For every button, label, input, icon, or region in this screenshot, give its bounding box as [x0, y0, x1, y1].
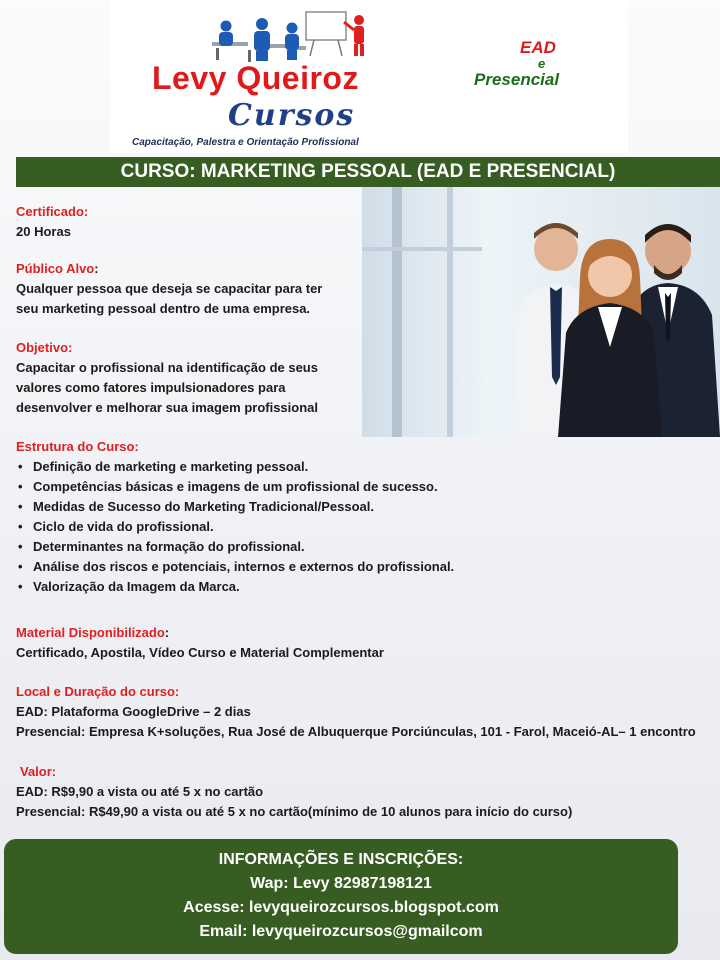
estrutura-list [16, 457, 454, 597]
list-item: • Determinantes na formação do profissional. [16, 537, 454, 557]
section-estrutura [16, 437, 454, 597]
mode-presencial-label: Presencial [474, 70, 560, 89]
brand-tagline: Capacitação, Palestra e Orientação Profissional [132, 137, 359, 148]
brand-subtitle: Cursos [228, 98, 356, 133]
objetivo-line: valores como fatores impulsionadores para [16, 380, 286, 395]
objetivo-heading: Objetivo: [16, 340, 73, 355]
publico-line: Qualquer pessoa que deseja se capacitar para ter [16, 281, 323, 296]
info-box [4, 839, 678, 954]
material-heading-colon: : [164, 625, 170, 640]
material-heading-line [16, 623, 384, 643]
certificado-text: 20 Horas [16, 224, 71, 239]
material-heading: Material Disponibilizado [16, 625, 165, 640]
info-heading: INFORMAÇÕES E INSCRIÇÕES: [218, 851, 464, 868]
logo-header [110, 0, 628, 153]
objetivo-line: Capacitar o profissional na identificação de seus [16, 360, 318, 375]
section-material [16, 623, 384, 663]
mode-connector-label: e [538, 56, 546, 71]
section-publico-alvo [16, 259, 322, 319]
list-item: • Definição de marketing e marketing pessoal. [16, 457, 454, 477]
section-local [16, 682, 696, 742]
list-item: • Medidas de Sucesso do Marketing Tradicional/Pessoal. [16, 497, 454, 517]
business-team-photo [362, 187, 720, 437]
valor-heading: Valor: [20, 764, 57, 779]
material-text: Certificado, Apostila, Vídeo Curso e Material Complementar [16, 645, 384, 660]
valor-line: EAD: R$9,90 a vista ou até 5 x no cartão [16, 784, 264, 799]
list-item: • Valorização da Imagem da Marca. [16, 577, 454, 597]
local-heading: Local e Duração do curso: [16, 684, 180, 699]
publico-heading: Público Alvo [16, 261, 95, 276]
list-item: • Competências básicas e imagens de um profissional de sucesso. [16, 477, 454, 497]
publico-heading-line [16, 259, 322, 279]
email-link[interactable]: Email: levyqueirozcursos@gmailcom [199, 923, 483, 940]
section-valor [16, 762, 572, 822]
mode-ead-label: EAD [520, 38, 556, 57]
section-certificado [16, 202, 88, 242]
list-item: • Ciclo de vida do profissional. [16, 517, 454, 537]
objetivo-line: desenvolver e melhorar sua imagem profissional [16, 400, 319, 415]
brand-name: Levy Queiroz [152, 60, 359, 96]
publico-line: seu marketing pessoal dentro de uma empresa. [16, 301, 311, 316]
list-item: • Análise dos riscos e potenciais, internos e externos do profissional. [16, 557, 454, 577]
blog-link[interactable]: Acesse: levyqueirozcursos.blogspot.com [183, 899, 499, 916]
valor-line: Presencial: R$49,90 a vista ou até 5 x no cartão(mínimo de 10 alunos para início do curso) [16, 804, 573, 819]
course-title: CURSO: MARKETING PESSOAL (EAD E PRESENCIAL) [16, 157, 720, 187]
meeting-presentation-icon [204, 8, 374, 64]
certificado-heading: Certificado: [16, 204, 89, 219]
whatsapp-contact: Wap: Levy 82987198121 [250, 875, 432, 892]
local-line: EAD: Plataforma GoogleDrive – 2 dias [16, 704, 251, 719]
section-objetivo [16, 338, 318, 418]
publico-heading-colon: : [94, 261, 99, 276]
local-line: Presencial: Empresa K+soluções, Rua José de Albuquerque Porciúnculas, 101 - Farol, Maceió-AL– 1 encontro [16, 724, 696, 739]
estrutura-heading: Estrutura do Curso: [16, 439, 139, 454]
